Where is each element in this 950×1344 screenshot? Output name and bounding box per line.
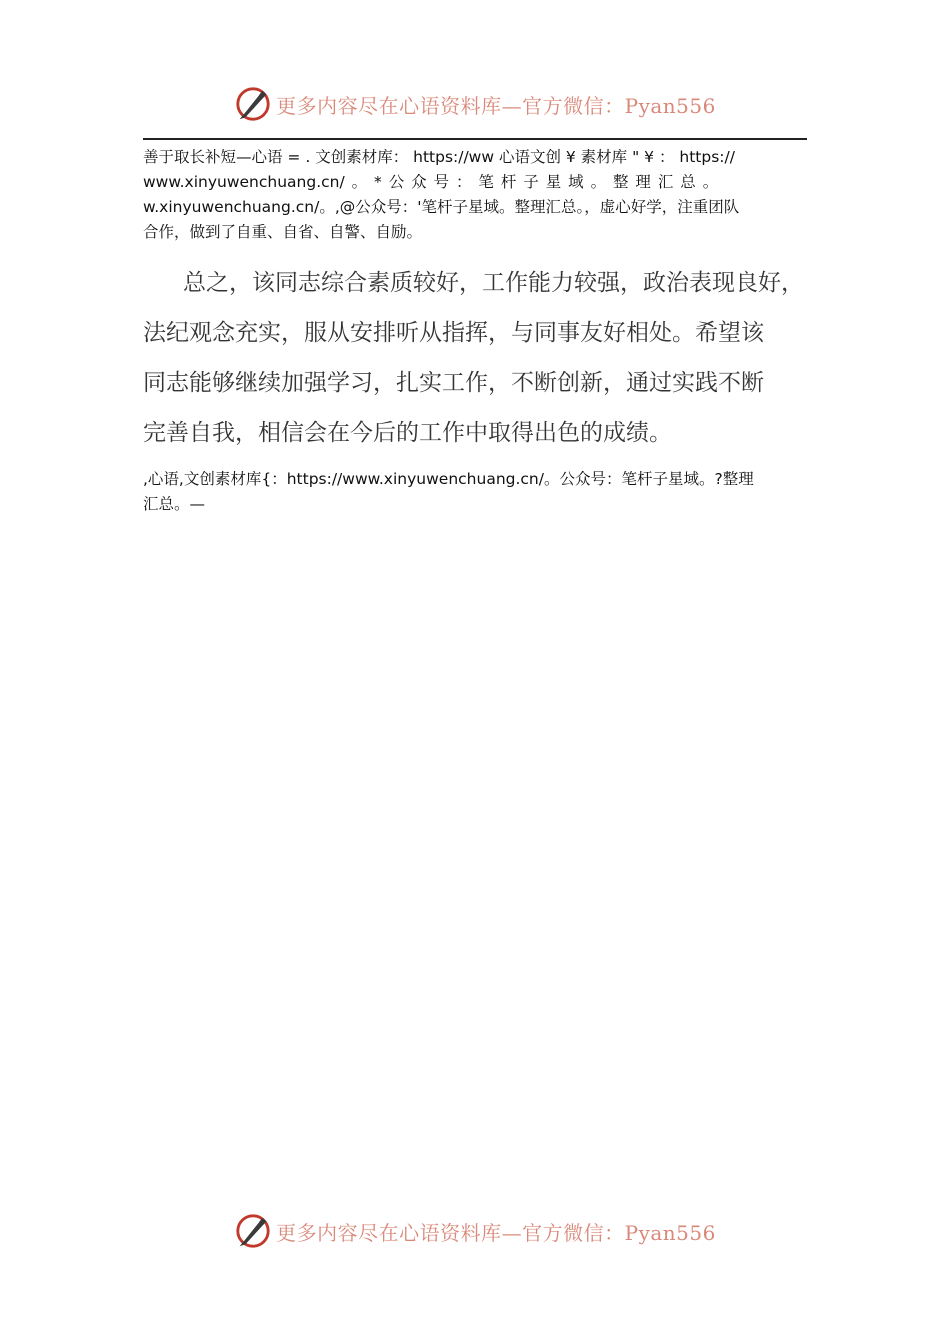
main-paragraph-line: 同志能够继续加强学习，扎实工作，不断创新，通过实践不断 (143, 370, 764, 396)
footer-banner (0, 1209, 950, 1253)
footer-banner-text: 更多内容尽在心语资料库—官方微信：Pyan556 (276, 1220, 716, 1245)
bottom-fragment-line: 汇总。— (143, 495, 206, 513)
bottom-fragment (143, 467, 807, 517)
header-banner-text: 更多内容尽在心语资料库—官方微信：Pyan556 (276, 93, 716, 118)
bottom-fragment-line: ,心语,文创素材库{：https://www.xinyuwenchuang.cn/。公众号：笔杆子星域。?整理 (143, 470, 754, 488)
quill-logo-icon (234, 85, 272, 123)
quill-logo-icon (234, 1212, 272, 1250)
main-paragraph-line: 法纪观念充实，服从安排听从指挥，与同事友好相处。希望该 (143, 320, 764, 346)
top-fragment-line: www.xinyuwenchuang.cn/ 。 * 公 众 号 ： 笔 杆 子 星 域 。 整 理 汇 总 。 (143, 173, 719, 191)
header-rule (143, 138, 807, 140)
top-fragment-line: 善于取长补短—心语 = . 文创素材库： https://ww 心语文创 ¥ 素材库 " ¥ ： https:// (143, 148, 735, 166)
top-fragment-line: w.xinyuwenchuang.cn/。,@公众号：'笔杆子星域。整理汇总。，虚心好学，注重团队 (143, 198, 740, 216)
main-paragraph (143, 258, 819, 458)
header-banner (0, 82, 950, 126)
top-fragment (143, 145, 807, 245)
top-fragment-line: 合作，做到了自重、自省、自警、自励。 (143, 223, 423, 241)
main-paragraph-line: 总之，该同志综合素质较好，工作能力较强，政治表现良好， (183, 270, 804, 296)
main-paragraph-line: 完善自我，相信会在今后的工作中取得出色的成绩。 (143, 420, 672, 446)
